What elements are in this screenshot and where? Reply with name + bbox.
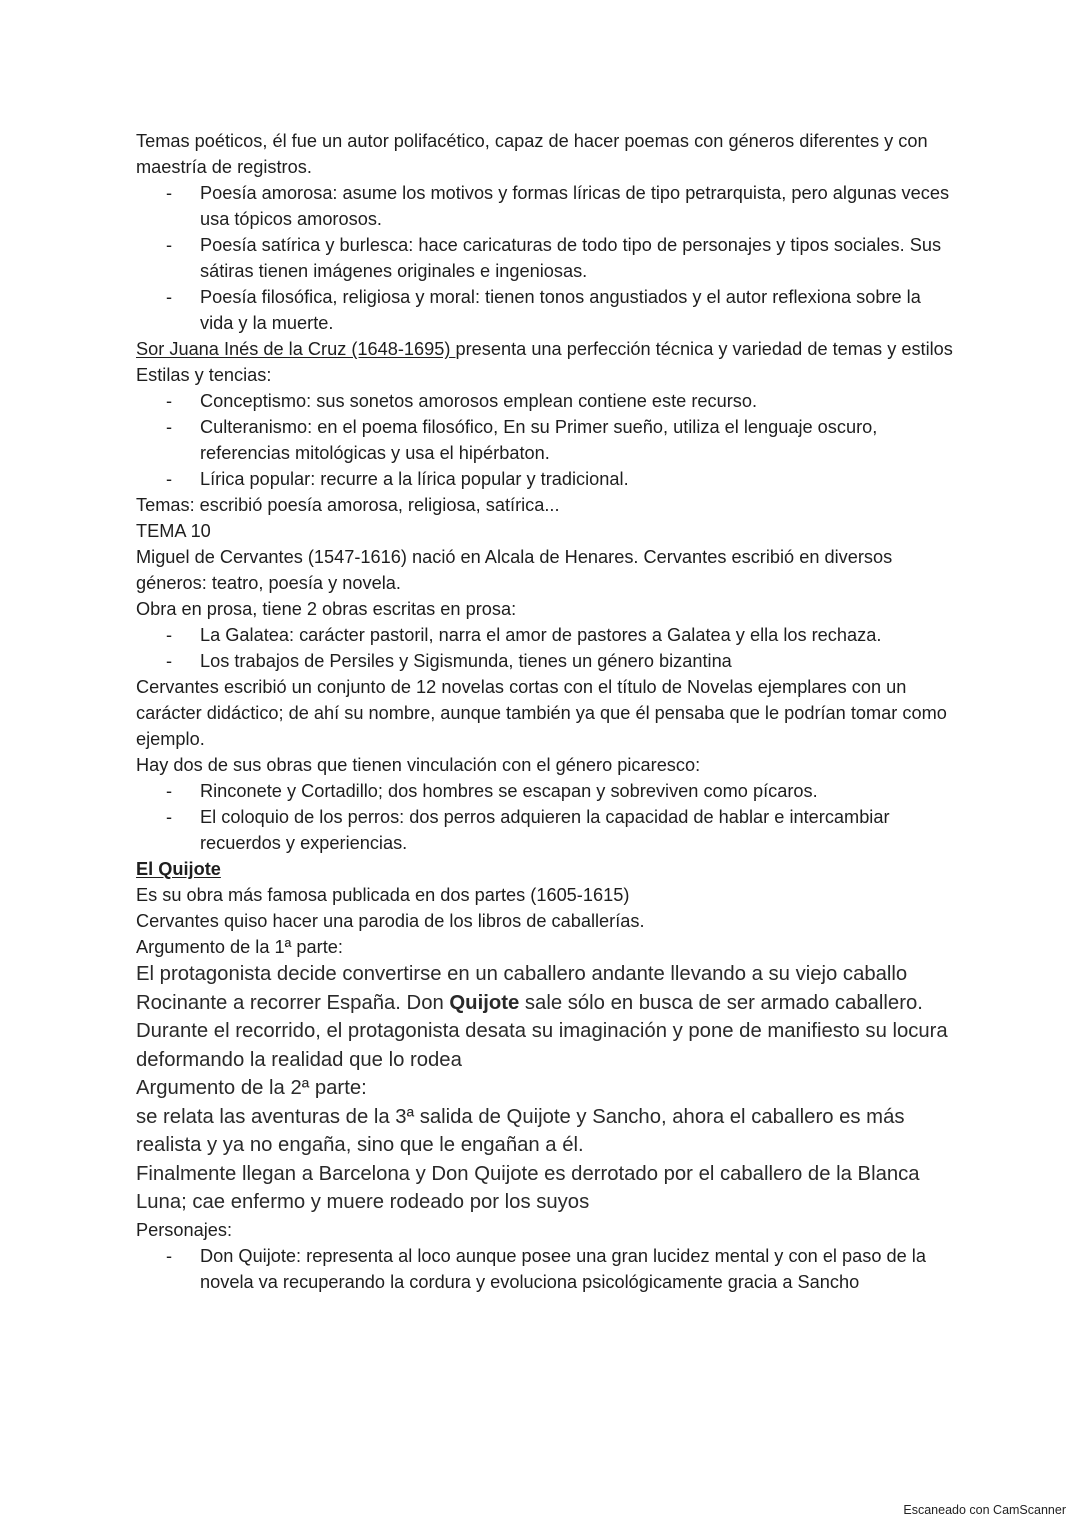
heading-el-quijote: El Quijote	[136, 859, 221, 879]
paragraph-estilos-label: Estilas y tencias:	[136, 365, 272, 385]
paragraph-novelas-ejemplares: Cervantes escribió un conjunto de 12 novelas cortas con el título de Novelas ejemplares con un carácter didáctico; de ahí su nombre, aunque también ya que él pensaba que le podrían tomar como ejemplo.	[136, 677, 947, 749]
list-item: - Culteranismo: en el poema filosófico, En su Primer sueño, utiliza el lenguaje oscuro, referencias mitológicas y usa el hipérbaton.	[166, 417, 878, 463]
list-item: - Lírica popular: recurre a la lírica popular y tradicional.	[166, 469, 629, 489]
list-item: - La Galatea: carácter pastoril, narra el amor de pastores a Galatea y ella los rechaza.	[166, 625, 882, 645]
list-personajes	[136, 1243, 956, 1295]
list-obras-picarescas	[136, 778, 956, 856]
paragraph-temas-poeticos: Temas poéticos, él fue un autor polifacético, capaz de hacer poemas con géneros diferentes y con maestría de registros.	[136, 131, 928, 177]
list-item: - Poesía satírica y burlesca: hace caricaturas de todo tipo de personajes y tipos sociales. Sus sátiras tienen imágenes originales e ingeniosas.	[166, 235, 942, 281]
list-estilos	[136, 388, 956, 492]
paragraph-argumento-1-label: Argumento de la 1ª parte:	[136, 937, 343, 957]
paragraph-sor-juana: Sor Juana Inés de la Cruz (1648-1695) presenta una perfección técnica y variedad de temas y estilos	[136, 339, 953, 359]
list-item: - Poesía filosófica, religiosa y moral: tienen tonos angustiados y el autor reflexiona sobre la vida y la muerte.	[166, 287, 921, 333]
list-item: - Poesía amorosa: asume los motivos y formas líricas de tipo petrarquista, pero algunas veces usa tópicos amorosos.	[166, 183, 950, 229]
list-item: - El coloquio de los perros: dos perros adquieren la capacidad de hablar e intercambiar recuerdos y experiencias.	[166, 807, 890, 853]
list-item: - Rinconete y Cortadillo; dos hombres se escapan y sobreviven como pícaros.	[166, 781, 818, 801]
section-title-tema-10: TEMA 10	[136, 521, 211, 541]
paragraph-obra-prosa: Obra en prosa, tiene 2 obras escritas en prosa:	[136, 599, 517, 619]
paragraph-cervantes-intro: Miguel de Cervantes (1547-1616) nació en Alcala de Henares. Cervantes escribió en diversos géneros: teatro, poesía y novela.	[136, 547, 893, 593]
list-item: - Don Quijote: representa al loco aunque posee una gran lucidez mental y con el paso de la novela va recuperando la cordura y evoluciona psicológicamente gracia a Sancho	[166, 1245, 926, 1292]
paragraph-argumento-1: El protagonista decide convertirse en un caballero andante llevando a su viejo caballo Rocinante a recorrer España. Don Quijote sale sólo en busca de ser armado caballero. Durante el recorrido, el protagonista desata su imaginación y pone de manifiesto su locura deformando la realidad que lo rodea	[136, 963, 948, 1071]
document-body	[136, 128, 956, 1295]
paragraph-obra-famosa: Es su obra más famosa publicada en dos partes (1605-1615)	[136, 885, 630, 905]
list-item: - Los trabajos de Persiles y Sigismunda, tienes un género bizantina	[166, 651, 732, 671]
paragraph-picaresco: Hay dos de sus obras que tienen vinculación con el género picaresco:	[136, 755, 701, 775]
scanner-watermark: Escaneado con CamScanner	[903, 1503, 1066, 1517]
list-poesia-tipos	[136, 180, 956, 336]
paragraph-temas-sor-juana: Temas: escribió poesía amorosa, religiosa, satírica...	[136, 495, 560, 515]
list-obras-prosa	[136, 622, 956, 674]
paragraph-final: Finalmente llegan a Barcelona y Don Quijote es derrotado por el caballero de la Blanca Luna; cae enfermo y muere rodeado por los suyos	[136, 1162, 920, 1213]
paragraph-argumento-2: se relata las aventuras de la 3ª salida de Quijote y Sancho, ahora el caballero es más realista y ya no engaña, sino que le engañan a él.	[136, 1105, 905, 1156]
paragraph-argumento-2-label: Argumento de la 2ª parte:	[136, 1077, 367, 1099]
list-item: - Conceptismo: sus sonetos amorosos emplean contiene este recurso.	[166, 391, 758, 411]
paragraph-parodia: Cervantes quiso hacer una parodia de los libros de caballerías.	[136, 911, 645, 931]
paragraph-personajes-label: Personajes:	[136, 1219, 233, 1240]
